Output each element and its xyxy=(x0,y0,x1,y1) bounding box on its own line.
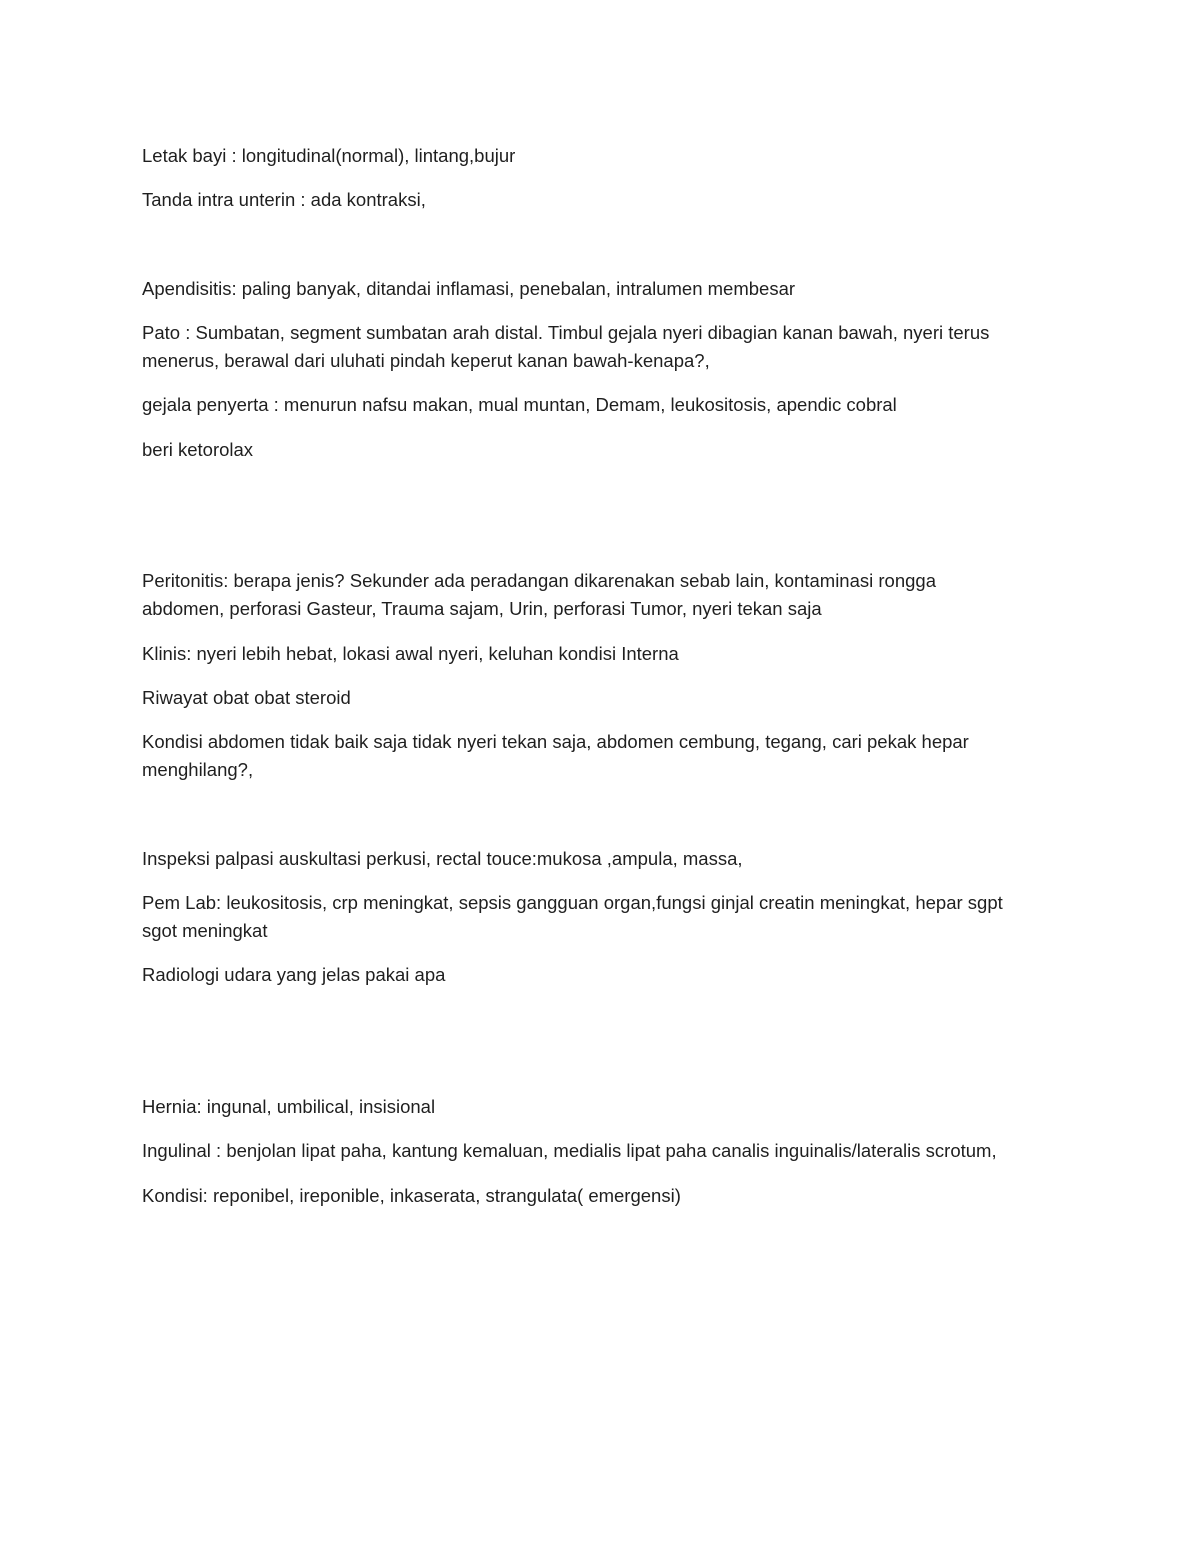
paragraph-kondisi-hernia xyxy=(142,1182,1072,1210)
paragraph-line: Peritonitis: berapa jenis? Sekunder ada peradangan dikarenakan sebab lain, kontaminasi rongga xyxy=(142,570,936,591)
paragraph-line: sgot meningkat xyxy=(142,920,268,941)
paragraph-hernia xyxy=(142,1093,1072,1121)
paragraph-line: Inspeksi palpasi auskultasi perkusi, rectal touce:mukosa ,ampula, massa, xyxy=(142,848,743,869)
paragraph-pato xyxy=(142,319,1072,375)
paragraph-ingulinal xyxy=(142,1137,1072,1165)
paragraph-line: Ingulinal : benjolan lipat paha, kantung kemaluan, medialis lipat paha canalis inguinalis/lateralis scrotum, xyxy=(142,1140,997,1161)
paragraph-line: Pato : Sumbatan, segment sumbatan arah distal. Timbul gejala nyeri dibagian kanan bawah, nyeri terus xyxy=(142,322,990,343)
paragraph-line: Tanda intra unterin : ada kontraksi, xyxy=(142,189,426,210)
paragraph-line: Pem Lab: leukositosis, crp meningkat, sepsis gangguan organ,fungsi ginjal creatin meningkat, hepar sgpt xyxy=(142,892,1003,913)
paragraph-line: menghilang?, xyxy=(142,759,254,780)
paragraph-line: Hernia: ingunal, umbilical, insisional xyxy=(142,1096,436,1117)
paragraph-line: abdomen, perforasi Gasteur, Trauma sajam, Urin, perforasi Tumor, nyeri tekan saja xyxy=(142,598,822,619)
paragraph-peritonitis xyxy=(142,567,1072,623)
paragraph-gejala-penyerta xyxy=(142,391,1072,419)
paragraph-line: Klinis: nyeri lebih hebat, lokasi awal nyeri, keluhan kondisi Interna xyxy=(142,643,679,664)
paragraph-klinis xyxy=(142,640,1072,668)
paragraph-line: Kondisi: reponibel, ireponible, inkaserata, strangulata( emergensi) xyxy=(142,1185,681,1206)
paragraph-line: Riwayat obat obat steroid xyxy=(142,687,351,708)
paragraph-line: Radiologi udara yang jelas pakai apa xyxy=(142,964,446,985)
paragraph-apendisitis xyxy=(142,275,1072,303)
paragraph-beri-ketorolax xyxy=(142,436,1072,464)
paragraph-line: Kondisi abdomen tidak baik saja tidak nyeri tekan saja, abdomen cembung, tegang, cari pekak hepar xyxy=(142,731,969,752)
paragraph-line: menerus, berawal dari uluhati pindah keperut kanan bawah-kenapa?, xyxy=(142,350,710,371)
paragraph-line: beri ketorolax xyxy=(142,439,254,460)
paragraph-pem-lab xyxy=(142,889,1072,945)
paragraph-tanda-intra-unterin xyxy=(142,186,1072,214)
paragraph-riwayat-obat xyxy=(142,684,1072,712)
paragraph-line: gejala penyerta : menurun nafsu makan, mual muntan, Demam, leukositosis, apendic cobral xyxy=(142,394,897,415)
paragraph-letak-bayi xyxy=(142,142,1072,170)
paragraph-kondisi-abdomen xyxy=(142,728,1072,784)
paragraph-line: Letak bayi : longitudinal(normal), lintang,bujur xyxy=(142,145,516,166)
paragraph-radiologi xyxy=(142,961,1072,989)
paragraph-line: Apendisitis: paling banyak, ditandai inflamasi, penebalan, intralumen membesar xyxy=(142,278,796,299)
paragraph-inspeksi xyxy=(142,845,1072,873)
